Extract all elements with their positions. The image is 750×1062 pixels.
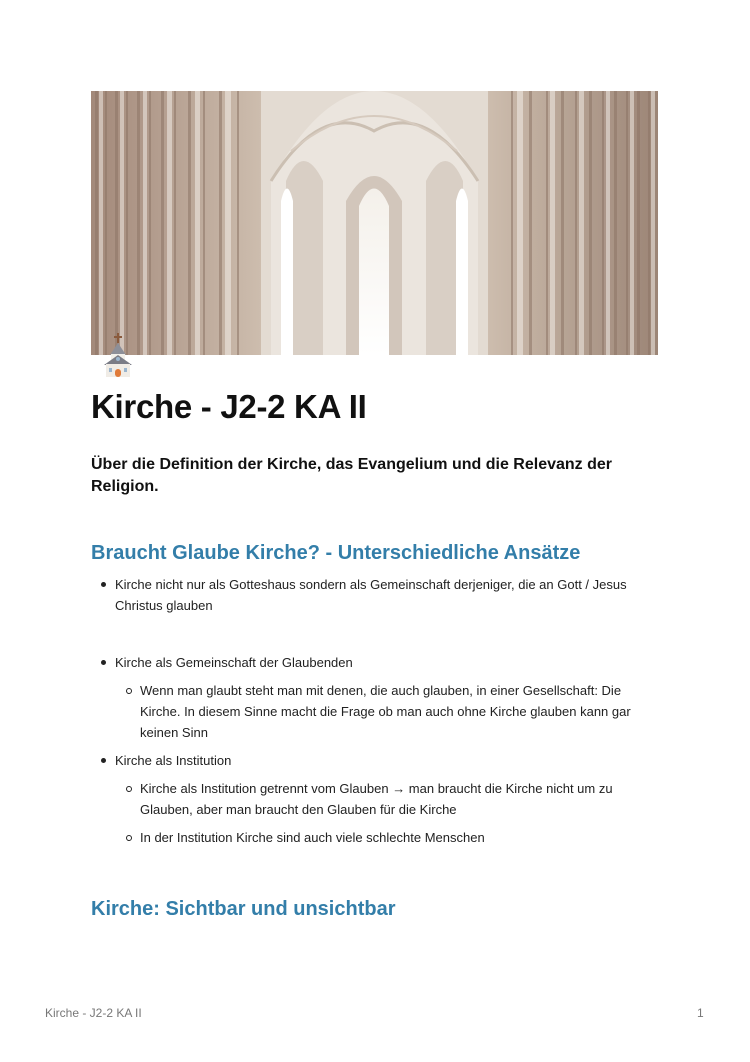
sub-list-item: In der Institution Kirche sind auch viele schlechte Menschen (140, 827, 650, 848)
cover-image (91, 91, 658, 355)
page-number: 1 (697, 1006, 704, 1020)
list-item: Kirche als Gemeinschaft der Glaubenden (115, 652, 655, 673)
church-icon[interactable] (100, 331, 136, 379)
section-heading: Braucht Glaube Kirche? - Unterschiedliche Ansätze (91, 542, 581, 564)
section-heading: Kirche: Sichtbar und unsichtbar (91, 898, 396, 920)
footer-title: Kirche - J2-2 KA II (45, 1006, 142, 1020)
sub-list-item: Wenn man glaubt steht man mit denen, die auch glauben, in einer Gesellschaft: Die Kirche. In diesem Sinne macht die Frage ob man auch ohne Kirche glauben kann gar keinen Sinn (140, 680, 660, 743)
list-item: Kirche nicht nur als Gotteshaus sondern als Gemeinschaft derjeniger, die an Gott / Jesus Christus glauben (115, 574, 655, 616)
sub-list-item: Kirche als Institution getrennt vom Glauben → man braucht die Kirche nicht um zu Glauben, aber man braucht den Glauben für die Kirche (140, 778, 650, 820)
page-title: Kirche - J2-2 KA II (91, 388, 367, 425)
page-subtitle: Über die Definition der Kirche, das Evangelium und die Relevanz der Religion. (91, 456, 613, 495)
list-item: Kirche als Institution (115, 750, 655, 771)
